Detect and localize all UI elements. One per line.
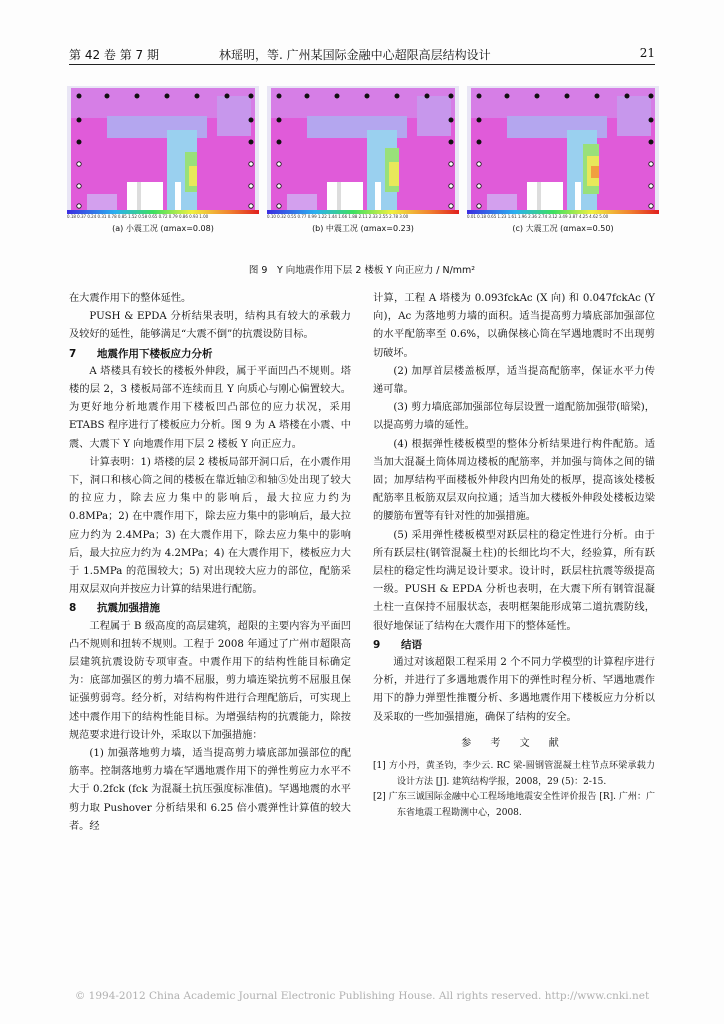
subcaption-c: (c) 大震工况 (αmax=0.50) — [512, 224, 614, 233]
section-number: 9 — [373, 638, 381, 651]
page-number: 21 — [639, 46, 655, 60]
stress-contour-b — [267, 86, 459, 214]
reference-item: [2] 广东三诚国际金融中心工程场地地震安全性评价报告 [R]. 广州：广东省地震工程勘测中心，2008. — [373, 792, 655, 818]
paragraph: 计算，工程 A 塔楼为 0.093fckAc (X 向) 和 0.047fckAc (Y 向)，Ac 为落地剪力墙的面积。适当提高剪力墙底部加强部位的水平配筋率至 0.6%，以确保核心筒在罕遇地震时不出现剪切破坏。 — [373, 293, 655, 359]
figure-panel-c — [467, 86, 659, 236]
running-title: 林瑶明，等. 广州某国际金融中心超限高层结构设计 — [219, 48, 491, 62]
copyright-footer: © 1994-2012 China Academic Journal Electronic Publishing House. All rights reserved. http://www.cnki.net — [74, 990, 650, 1002]
paragraph: 在大震作用下的整体延性。 — [69, 293, 192, 304]
paragraph: (1) 加强落地剪力墙，适当提高剪力墙底部加强部位的配筋率。控制落地剪力墙在罕遇地震作用下的弹性剪应力水平不大于 0.2fck (fck 为混凝土抗压强度标准值)。罕遇地震的水平剪力取 Pushover 分析结果和 6.25 倍小震弹性计算值的较大者。经 — [69, 748, 351, 832]
colorbar-labels-c: 0.01 0.18 0.65 1.23 1.61 1.96 2.36 2.74 3.12 3.49 3.87 4.25 4.62 5.00 — [467, 214, 609, 219]
paragraph: A 塔楼具有较长的楼板外伸段，属于平面凹凸不规则。塔楼的层 2，3 楼板局部不连续而且 Y 向质心与刚心偏置较大。为更好地分析地震作用下楼板凹凸部位的应力状况，采用 ETABS 程序进行了楼板应力分析。图 9 为 A 塔楼在小震、中震、大震下 Y 向地震作用下层 2 楼板 Y 向正应力。 — [69, 365, 351, 450]
left-column — [69, 290, 351, 836]
paragraph: (4) 根据弹性楼板模型的整体分析结果进行构件配筋。适当加大混凝土筒体周边楼板的配筋率，并加强与筒体之间的锚固；加厚结构平面楼板外伸段内凹角处的板厚，提高该处楼板配筋率且板筋双层双向拉通；适当加大楼板外伸段处楼板边梁的腰筋布置等有针对性的加强措施。 — [373, 438, 655, 523]
journal-volume: 第 42 卷 第 7 期 — [69, 48, 159, 62]
paragraph: PUSH & EPDA 分析结果表明，结构具有较大的承载力及较好的延性，能够满足“大震不倒”的抗震设防目标。 — [69, 311, 351, 341]
paragraph: 工程属于 B 级高度的高层建筑，超限的主要内容为平面凹凸不规则和扭转不规则。工程于 2008 年通过了广州市超限高层建筑抗震设防专项审查。中震作用下的结构性能目标确定为：底部加强区的剪力墙不屈服，剪力墙连梁抗剪不屈服且保证强剪弱弯。经分析，对结构构件进行合理配筋后，可实现上述中震作用下的结构性能目标。为增强结构的抗震能力，除按规范要求进行设计外，采取以下加强措施： — [69, 620, 351, 741]
figure-caption: 图 9 Y 向地震作用下层 2 楼板 Y 向正应力 / N/mm² — [248, 265, 476, 276]
subcaption-a: (a) 小震工况 (αmax=0.08) — [112, 224, 214, 233]
section-heading-7 — [69, 345, 351, 363]
paragraph: 通过对该超限工程采用 2 个不同力学模型的计算程序进行分析，并进行了多遇地震作用下的弹性时程分析、罕遇地震作用下的静力弹塑性推覆分析、多遇地震作用下楼板应力分析以及采取的一些加强措施，确保了结构的安全。 — [373, 657, 655, 723]
right-column — [373, 290, 655, 821]
section-number: 8 — [69, 602, 77, 615]
subcaption-b: (b) 中震工况 (αmax=0.23) — [312, 224, 414, 233]
references-heading: 参 考 文 献 — [461, 737, 567, 749]
section-title: 结语 — [401, 638, 422, 651]
section-number: 7 — [69, 347, 77, 360]
paragraph: (5) 采用弹性楼板模型对跃层柱的稳定性进行分析。由于所有跃层柱(钢管混凝土柱)的长细比均不大，经验算，所有跃层柱的稳定性均满足设计要求。设计时，跃层柱抗震等级提高一级。PUSH & EPDA 分析也表明，在大震下所有钢管混凝土柱一直保持不屈服状态，表明框架能形成第二道抗震防线，很好地保证了结构在大震作用下的整体延性。 — [373, 529, 655, 632]
paragraph: (3) 剪力墙底部加强部位每层设置一道配筋加强带(暗梁)，以提高剪力墙的延性。 — [373, 402, 655, 432]
running-header — [69, 44, 655, 65]
stress-contour-c — [467, 86, 659, 214]
figure-9 — [67, 86, 657, 236]
section-title: 地震作用下楼板应力分析 — [97, 347, 213, 360]
section-heading-9 — [373, 636, 655, 654]
colorbar-labels-b: 0.10 0.32 0.55 0.77 0.99 1.22 1.44 1.66 1.88 2.11 2.33 2.55 2.78 3.00 — [267, 214, 409, 219]
colorbar-labels-a: 0.18 0.37 0.24 0.31 0.78 0.85 1.52 0.58 0.65 0.72 0.79 0.86 0.93 1.00 — [67, 214, 209, 219]
stress-contour-a — [67, 86, 259, 214]
section-title: 抗震加强措施 — [97, 602, 160, 615]
section-heading-8 — [69, 599, 351, 617]
reference-item: [1] 方小丹，黄圣钧，李少云. RC 梁-圆钢管混凝土柱节点环梁承载力设计方法 [J]. 建筑结构学报，2008，29 (5)：2-15. — [373, 761, 655, 787]
paragraph: 计算表明：1) 塔楼的层 2 楼板局部开洞口后，在小震作用下，洞口和核心筒之间的楼板在靠近轴②和轴⑤处出现了较大的拉应力，除去应力集中的影响后，最大拉应力约为 0.8MPa；2) 在中震作用下，除去应力集中的影响后，最大拉应力约为 2.4MPa；3) 在大震作用下，除去应力集中的影响后，最大拉应力约为 4.2MPa；4) 在大震作用下，楼板应力大于 1.5MPa 的范围较大；5) 对出现较大应力的部位，配筋采用双层双向并按应力计算的结果进行配筋。 — [69, 456, 351, 596]
figure-panel-a — [67, 86, 259, 236]
paragraph: (2) 加厚首层楼盖板厚，适当提高配筋率，保证水平力传递可靠。 — [373, 365, 655, 396]
figure-panel-b — [267, 86, 459, 236]
